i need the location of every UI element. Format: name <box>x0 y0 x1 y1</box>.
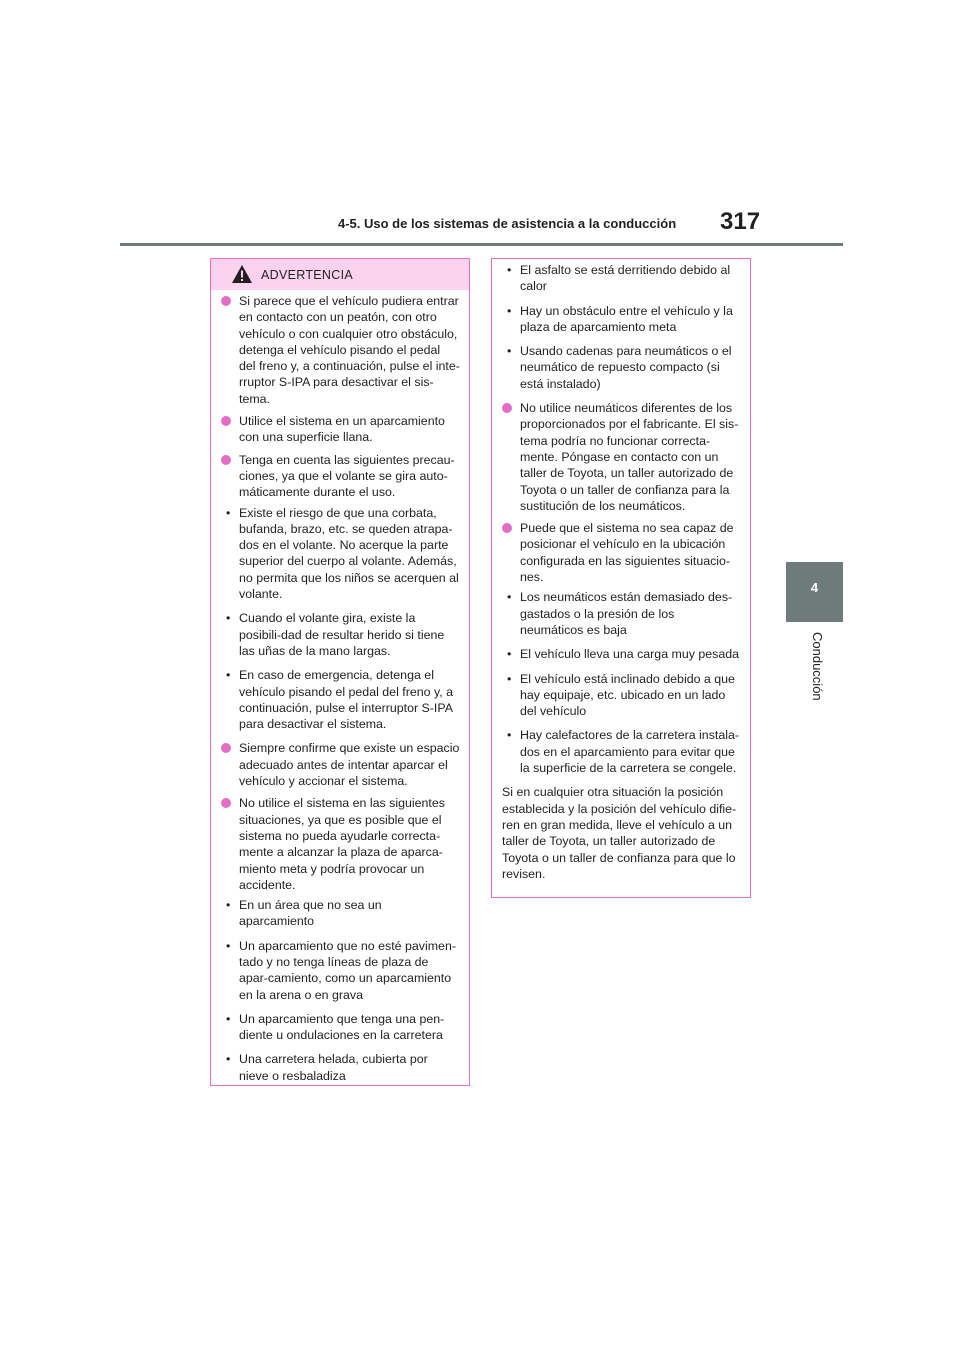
warning-subitem <box>502 671 741 720</box>
warning-title: ADVERTENCIA <box>261 268 353 282</box>
item-text: Tenga en cuenta las siguientes precau-ciones, ya que el volante se gira auto-máticamente durante el uso. <box>239 452 455 500</box>
item-text: No utilice el sistema en las siguientes situaciones, ya que es posible que el sistema no pueda ayudarle correcta-mente a alcanzar la plaza de aparca-miento meta y podría provocar un accidente. <box>239 796 445 892</box>
bullet-dot-icon <box>221 416 231 426</box>
item-text: El vehículo lleva una carga muy pesada <box>520 647 740 662</box>
bullet-mark-icon: • <box>507 671 512 686</box>
header-rule <box>120 243 843 246</box>
item-text: El asfalto se está derritiendo debido al calor <box>520 263 731 294</box>
item-text: Un aparcamiento que no esté pavimen-tado y no tenga líneas de plaza de apar-camiento, como un aparcamiento en la arena o en grava <box>239 938 456 1002</box>
warning-triangle-icon <box>231 264 253 284</box>
bullet-mark-icon: • <box>226 898 231 913</box>
item-text: Un aparcamiento que tenga una pen-diente u ondulaciones en la carretera <box>239 1011 445 1043</box>
warning-subitem <box>502 646 741 662</box>
warning-subitem <box>502 343 741 392</box>
bullet-dot-icon <box>221 798 231 808</box>
warning-item <box>221 413 460 446</box>
warning-subitem <box>221 1011 460 1044</box>
warning-item <box>502 400 741 514</box>
bullet-dot-icon <box>502 403 512 413</box>
item-text: Cuando el volante gira, existe la posibili-dad de resultar herido si tiene las uñas de la mano largas. <box>239 611 445 658</box>
warning-item <box>221 452 460 501</box>
item-text: Hay calefactores de la carretera instala-dos en el aparcamiento para evitar que la superficie de la carretera se congele. <box>520 728 740 776</box>
item-text: Siempre confirme que existe un espacio adecuado antes de intentar aparcar el vehículo y accionar el sistema. <box>239 741 460 789</box>
item-text: No utilice neumáticos diferentes de los proporcionados por el fabricante. El sis-tema podría no funcionar correcta-mente. Póngase en contacto con un taller de Toyota, un taller autorizado de Toyota o un taller de confianza para la sustitución de los neumáticos. <box>520 401 739 513</box>
warning-subitem <box>502 262 741 295</box>
warning-content-left <box>211 290 469 1084</box>
page-number: 317 <box>720 208 761 235</box>
bullet-mark-icon: • <box>507 590 512 605</box>
item-text: Los neumáticos están demasiado des-gastados o la presión de los neumáticos es baja <box>520 590 733 637</box>
item-text: Usando cadenas para neumáticos o el neumático de repuesto compacto (si está instalado) <box>520 344 732 391</box>
warning-box-right <box>491 258 751 898</box>
warning-subitem <box>221 938 460 1003</box>
item-text: El vehículo está inclinado debido a que hay equipaje, etc. ubicado en un lado del vehículo <box>520 671 735 719</box>
bullet-mark-icon: • <box>226 1052 231 1067</box>
bullet-mark-icon: • <box>507 344 512 359</box>
item-text: Si parece que el vehículo pudiera entrar en contacto con un peatón, con otro vehículo o con cualquier otro obstáculo, detenga el vehículo pisando el pedal del freno y, a continuación, pulse el inte-rruptor S-IPA para desactivar el sis-tema. <box>239 294 460 406</box>
warning-header <box>211 259 469 290</box>
item-text: Utilice el sistema en un aparcamiento con una superficie llana. <box>239 414 445 445</box>
bullet-mark-icon: • <box>226 1011 231 1026</box>
warning-subitem <box>502 727 741 776</box>
warning-item <box>221 293 460 407</box>
warning-box-left <box>210 258 470 1086</box>
item-text: En un área que no sea un aparcamiento <box>239 898 382 929</box>
warning-content-right <box>492 259 750 882</box>
bullet-dot-icon <box>221 743 231 753</box>
warning-subitem <box>502 303 741 336</box>
item-text: Si en cualquier otra situación la posición establecida y la posición del vehículo difie-ren en gran medida, lleve el vehículo a un taller de Toyota, un taller autorizado de Toyota o un taller de confianza para que lo revisen. <box>502 785 737 881</box>
bullet-dot-icon <box>502 523 512 533</box>
bullet-mark-icon: • <box>226 938 231 953</box>
item-text: En caso de emergencia, detenga el vehículo pisando el pedal del freno y, a continuación, pulse el interruptor S-IPA para desactivar el sistema. <box>239 668 453 732</box>
chapter-tab-number: 4 <box>810 580 819 595</box>
bullet-mark-icon: • <box>507 303 512 318</box>
item-text: Hay un obstáculo entre el vehículo y la plaza de aparcamiento meta <box>520 303 733 334</box>
item-text: Una carretera helada, cubierta por nieve o resbaladiza <box>239 1052 428 1083</box>
bullet-mark-icon: • <box>507 647 512 662</box>
bullet-mark-icon: • <box>226 611 231 626</box>
bullet-dot-icon <box>221 455 231 465</box>
section-title: 4-5. Uso de los sistemas de asistencia a la conducción <box>338 216 677 231</box>
bullet-dot-icon <box>221 296 231 306</box>
warning-subitem <box>221 610 460 659</box>
warning-subitem <box>221 897 460 930</box>
warning-subitem <box>502 589 741 638</box>
warning-subitem <box>221 1051 460 1084</box>
bullet-mark-icon: • <box>507 728 512 743</box>
warning-subitem <box>221 505 460 603</box>
bullet-mark-icon: • <box>226 505 231 520</box>
item-text: Existe el riesgo de que una corbata, bufanda, brazo, etc. se queden atrapa-dos en el volante. No acerque la parte superior del cuerpo al volante. Además, no permita que los niños se acerquen al volante. <box>239 505 459 602</box>
warning-subitem <box>221 667 460 732</box>
warning-item <box>221 795 460 893</box>
bullet-mark-icon: • <box>507 263 512 277</box>
bullet-mark-icon: • <box>226 668 231 683</box>
item-text: Puede que el sistema no sea capaz de posicionar el vehículo en la ubicación configurada en las siguientes situacio-nes. <box>520 521 734 585</box>
chapter-tab-label: Conducción <box>810 632 825 701</box>
warning-paragraph <box>502 784 741 882</box>
warning-item <box>502 520 741 585</box>
warning-item <box>221 740 460 789</box>
